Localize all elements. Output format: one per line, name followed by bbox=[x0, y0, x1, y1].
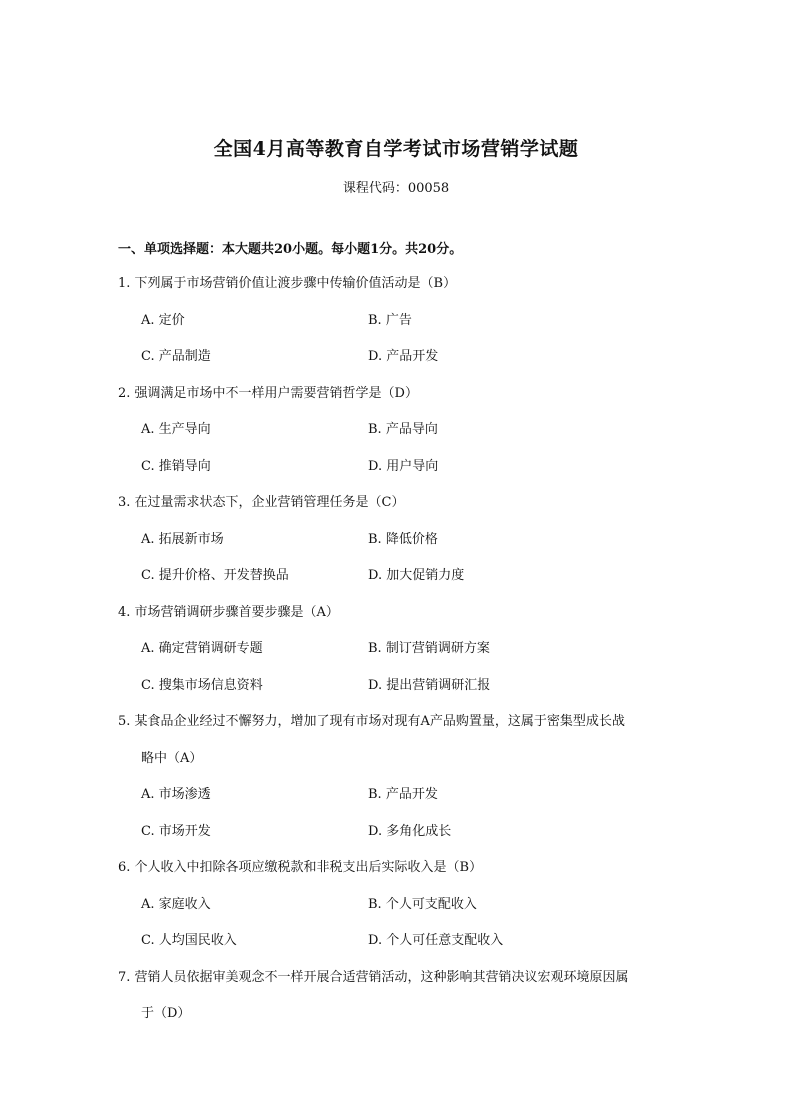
option-c: C. 人均国民收入 bbox=[141, 933, 237, 948]
option-row bbox=[118, 641, 678, 678]
question-5 bbox=[118, 714, 678, 860]
option-d: D. 产品开发 bbox=[368, 349, 439, 364]
question-3 bbox=[118, 495, 678, 605]
option-c: C. 提升价格、开发替换品 bbox=[141, 568, 289, 583]
option-a: A. 确定营销调研专题 bbox=[141, 641, 263, 656]
question-text: 3. 在过量需求状态下，企业营销管理任务是（C） bbox=[118, 495, 405, 510]
option-b: B. 产品导向 bbox=[368, 422, 438, 437]
question-1 bbox=[118, 276, 678, 386]
option-a: A. 市场渗透 bbox=[141, 787, 211, 802]
option-b: B. 降低价格 bbox=[368, 531, 438, 547]
course-code: 课程代码：00058 bbox=[342, 181, 450, 196]
option-d: D. 加大促销力度 bbox=[368, 568, 465, 583]
page-title: 全国4月高等教育自学考试市场营销学试题 bbox=[213, 138, 579, 160]
question-text-continued: 于（D） bbox=[141, 1006, 191, 1021]
option-a: A. 生产导向 bbox=[141, 422, 211, 437]
option-row bbox=[118, 787, 678, 824]
option-row bbox=[118, 532, 678, 569]
question-2 bbox=[118, 386, 678, 496]
question-text: 6. 个人收入中扣除各项应缴税款和非税支出后实际收入是（B） bbox=[118, 860, 483, 875]
option-row bbox=[118, 422, 678, 459]
option-row bbox=[118, 824, 678, 861]
question-7 bbox=[118, 970, 678, 1043]
question-text: 5. 某食品企业经过不懈努力，增加了现有市场对现有A产品购置量，这属于密集型成长战 bbox=[118, 714, 625, 729]
option-c: C. 推销导向 bbox=[141, 458, 211, 474]
question-text: 7. 营销人员依据审美观念不一样开展合适营销活动，这种影响其营销决议宏观环境原因属 bbox=[118, 969, 629, 985]
question-text-continued: 略中（A） bbox=[141, 750, 203, 766]
option-row bbox=[118, 933, 678, 970]
option-b: B. 产品开发 bbox=[368, 787, 438, 802]
option-c: C. 搜集市场信息资料 bbox=[141, 677, 263, 693]
option-row bbox=[118, 349, 678, 386]
option-d: D. 多角化成长 bbox=[368, 823, 452, 839]
option-d: D. 个人可任意支配收入 bbox=[368, 933, 504, 948]
option-a: A. 家庭收入 bbox=[141, 896, 211, 912]
section-heading: 一、单项选择题：本大题共20小题。每小题1分。共20分。 bbox=[118, 242, 463, 257]
option-c: C. 市场开发 bbox=[141, 823, 211, 839]
question-text: 2. 强调满足市场中不一样用户需要营销哲学是（D） bbox=[118, 385, 418, 401]
option-a: A. 定价 bbox=[141, 312, 185, 328]
question-text: 1. 下列属于市场营销价值让渡步骤中传输价值活动是（B） bbox=[118, 276, 457, 291]
option-row bbox=[118, 678, 678, 715]
option-b: B. 个人可支配收入 bbox=[368, 896, 477, 912]
question-4 bbox=[118, 605, 678, 715]
option-c: C. 产品制造 bbox=[141, 349, 211, 364]
question-6 bbox=[118, 860, 678, 970]
question-list bbox=[118, 276, 678, 1043]
option-b: B. 广告 bbox=[368, 312, 412, 328]
option-row bbox=[118, 459, 678, 496]
option-d: D. 提出营销调研汇报 bbox=[368, 677, 491, 693]
option-row bbox=[118, 897, 678, 934]
option-row bbox=[118, 313, 678, 350]
option-d: D. 用户导向 bbox=[368, 458, 439, 474]
option-row bbox=[118, 568, 678, 605]
question-text: 4. 市场营销调研步骤首要步骤是（A） bbox=[118, 604, 339, 620]
option-b: B. 制订营销调研方案 bbox=[368, 641, 490, 656]
option-a: A. 拓展新市场 bbox=[141, 531, 224, 547]
